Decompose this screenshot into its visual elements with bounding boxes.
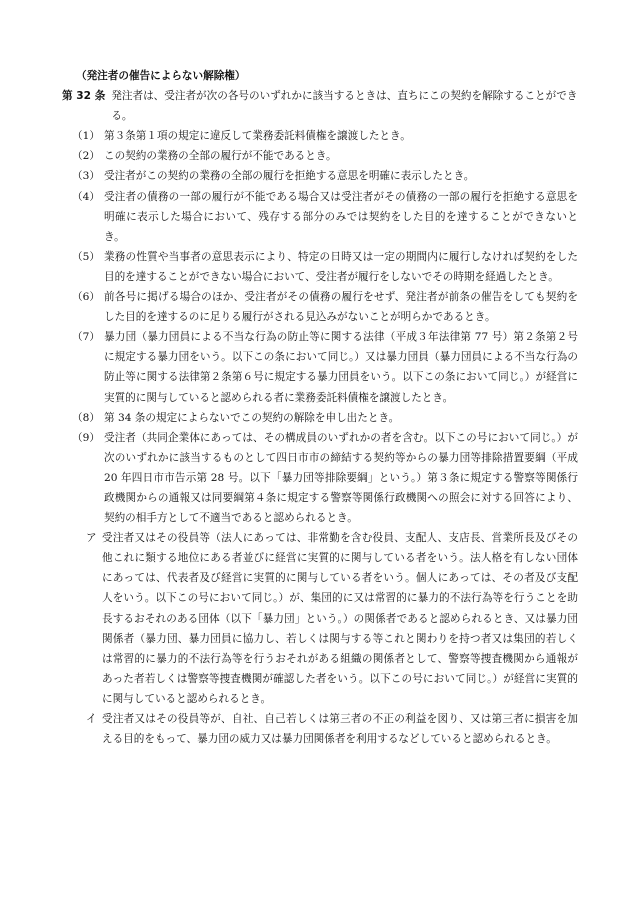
item-text: 第 34 条の規定によらないでこの契約の解除を申し出たとき。 xyxy=(104,411,400,424)
item-text: 暴力団（暴力団員による不当な行為の防止等に関する法律（平成３年法律第 77 号）第２条第２号に規定する暴力団をいう。以下この条において同じ。）又は暴力団員（暴力団員による不当な行為の防止等に関する法律第２条第６号に規定する暴力団員をいう。以下この条において同じ。）が経営に実質的に関与していると認められる者に業務委託料債権を譲渡したとき。 xyxy=(104,331,578,404)
article-text: 発注者は、受注者が次の各号のいずれかに該当するときは、直ちにこの契約を解除することができる。 xyxy=(111,90,578,123)
item-text: 第３条第１項の規定に違反して業務委託料債権を譲渡したとき。 xyxy=(104,130,411,143)
list-item xyxy=(62,247,578,287)
sub-item-marker: イ xyxy=(86,713,97,725)
sub-item-text: 受注者又はその役員等（法人にあっては、非常勤を含む役員、支配人、支店長、営業所長及びその他これに類する地位にある者並びに経営に実質的に関与している者をいう。法人格を有しない団体にあっては、代表者及び経営に実質的に関与している者をいう。個人にあっては、その者及び支配人をいう。以下この号において同じ。）が、集団的に又は常習的に暴力的不法行為等を行うことを助長するおそれのある団体（以下「暴力団」という。）の関係者であると認められるとき、又は暴力団関係者（暴力団、暴力団員に協力し、若しくは関与する等これと関わりを持つ者又は集団的若しくは常習的に暴力的不法行為等を行うおそれがある組織の関係者として、警察等捜査機関から通報があった者若しくは警察等捜査機関が確認した者をいう。以下この号において同じ。）が経営に実質的に関与していると認められるとき。 xyxy=(102,532,578,705)
item-text: 業務の性質や当事者の意思表示により、特定の日時又は一定の期間内に履行しなければ契約をした目的を達することができない場合において、受注者が履行をしないでその時期を経過したとき。 xyxy=(104,250,578,283)
list-item xyxy=(62,126,578,146)
sub-list-item xyxy=(62,528,578,709)
list-item xyxy=(62,327,578,407)
sub-item-marker: ア xyxy=(86,532,97,545)
item-number: （1） xyxy=(72,130,100,143)
article-number: 第 32 条 xyxy=(62,90,106,103)
item-number: （5） xyxy=(72,250,100,263)
list-item xyxy=(62,428,578,528)
item-text: 受注者（共同企業体にあっては、その構成員のいずれかの者を含む。以下この号において同じ。）が次のいずれかに該当するものとして四日市市の締結する契約等からの暴力団等排除措置要綱（平成 20 年四日市市告示第 28 号。以下「暴力団等排除要綱」という。）第３条に規定する警察等関係行政機関からの通報又は同要綱第４条に規定する警察等関係行政機関への照会に対する回答により、契約の相手方として不適当であると認められるとき。 xyxy=(104,431,578,525)
list-item xyxy=(62,166,578,186)
sub-item-text: 受注者又はその役員等が、自社、自己若しくは第三者の不正の利益を図り、又は第三者に損害を加える目的をもって、暴力団の威力又は暴力団関係者を利用するなどしていると認められるとき。 xyxy=(102,713,578,746)
item-number: （9） xyxy=(72,431,100,444)
list-item xyxy=(62,287,578,327)
item-text: この契約の業務の全部の履行が不能であるとき。 xyxy=(104,150,337,163)
item-number: （8） xyxy=(72,411,100,424)
item-text: 受注者がこの契約の業務の全部の履行を拒絶する意思を明確に表示したとき。 xyxy=(104,170,475,183)
item-number: （3） xyxy=(72,170,100,183)
list-item xyxy=(62,146,578,166)
section-heading: （発注者の催告によらない解除権） xyxy=(76,70,246,82)
item-number: （4） xyxy=(72,190,100,203)
sub-list-item xyxy=(62,709,578,749)
item-number: （7） xyxy=(72,331,100,344)
item-text: 受注者の債務の一部の履行が不能である場合又は受注者がその債務の一部の履行を拒絶する意思を明確に表示した場合において、残存する部分のみでは契約をした目的を達することができないとき。 xyxy=(104,190,578,243)
item-number: （6） xyxy=(72,291,100,304)
list-item xyxy=(62,408,578,428)
list-item xyxy=(62,187,578,247)
item-number: （2） xyxy=(72,150,100,163)
article-32 xyxy=(62,86,578,126)
item-text: 前各号に掲げる場合のほか、受注者がその債務の履行をせず、発注者が前条の催告をしても契約をした目的を達するのに足りる履行がされる見込みがないことが明らかであるとき。 xyxy=(104,291,578,324)
